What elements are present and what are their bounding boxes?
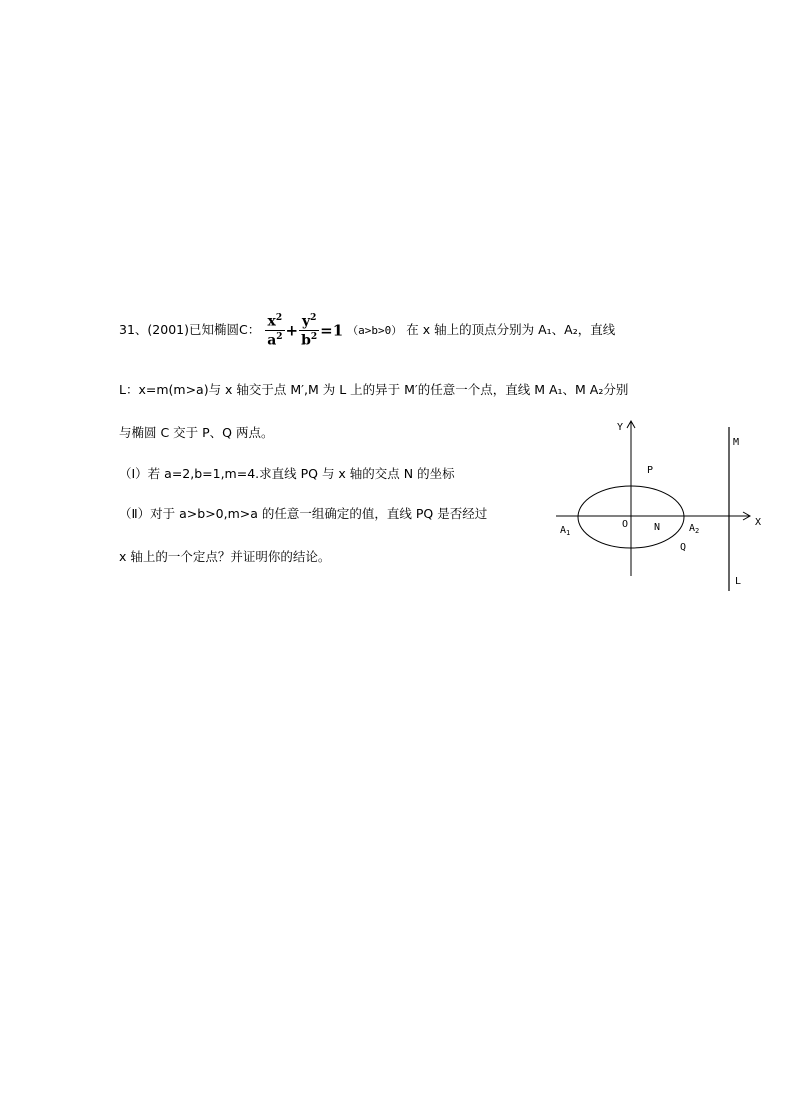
- label-x: X: [755, 517, 762, 528]
- y-axis-arrow: [627, 421, 635, 428]
- problem-line-1-rest: 在 x 轴上的顶点分别为 A₁、A₂，直线: [406, 322, 616, 338]
- problem-line-2: L：x=m(m>a)与 x 轴交于点 M′,M 为 L 上的异于 M′的任意一个点，直线 M A₁、M A₂分别: [119, 382, 629, 397]
- problem-number: 31、(2001)已知椭圆C：: [119, 322, 261, 338]
- ellipse-equation: [264, 313, 347, 349]
- label-l: L: [735, 576, 742, 587]
- part-one: （Ⅰ）若 a=2,b=1,m=4.求直线 PQ 与 x 轴的交点 N 的坐标: [119, 466, 455, 481]
- fraction-x-over-a: $\frac{x^2}{a^2}$: [267, 313, 283, 349]
- label-a2: $A_2$: [689, 523, 700, 535]
- label-o: O: [622, 519, 629, 530]
- label-a1: $A_1$: [560, 525, 571, 537]
- plus-sign: +: [285, 321, 299, 340]
- equals-one: =1: [320, 321, 344, 340]
- part-three: x 轴上的一个定点？并证明你的结论。: [119, 549, 331, 564]
- fraction-y-over-b: $\frac{y^2}{b^2}$: [301, 313, 318, 349]
- part-two: （Ⅱ）对于 a>b>0,m>a 的任意一组确定的值，直线 PQ 是否经过: [119, 506, 488, 521]
- label-y: Y: [617, 422, 624, 433]
- label-n: N: [654, 522, 661, 533]
- label-p: P: [647, 465, 654, 476]
- problem-line-3: 与椭圆 C 交于 P、Q 两点。: [119, 425, 274, 440]
- label-q: Q: [680, 542, 687, 553]
- x-axis-arrow: [743, 512, 750, 520]
- problem-line-1: [119, 314, 615, 347]
- condition: （a>b>0）: [347, 324, 403, 338]
- label-m: M: [733, 437, 740, 448]
- ellipse-c: [578, 486, 684, 548]
